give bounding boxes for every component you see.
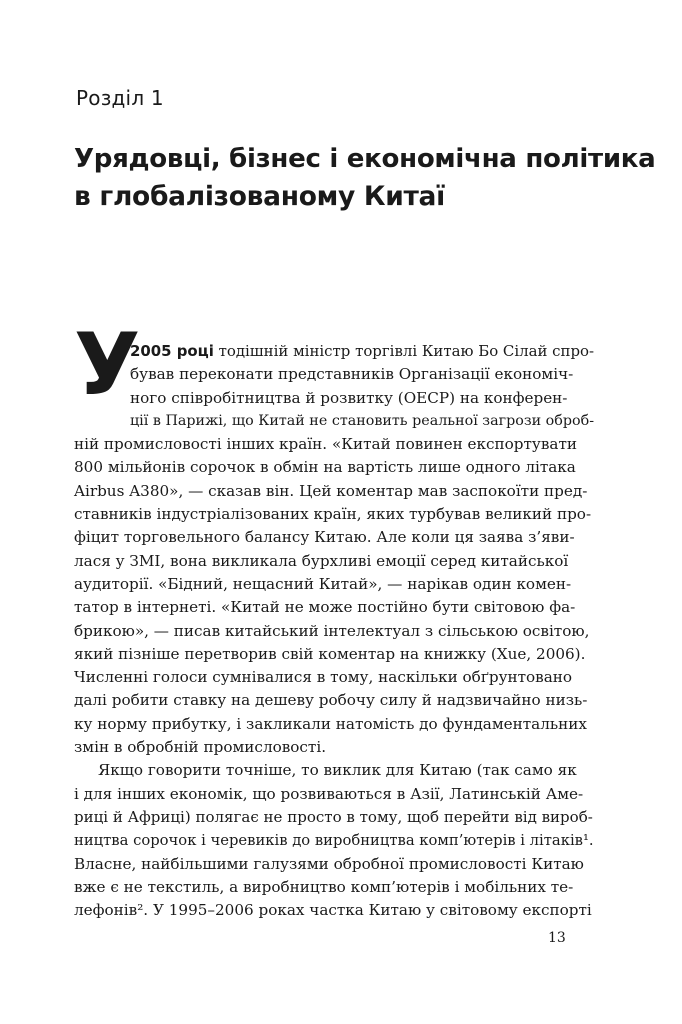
- text-line: Airbus A380», — сказав він. Цей коментар мав заспокоїти пред-: [74, 481, 588, 500]
- text-line: лефонів². У 1995–2006 роках частка Китаю у світовому експорті: [74, 901, 592, 920]
- text-line: ку норму прибутку, і закликали натомість до фундаментальних: [74, 714, 587, 733]
- page-number: 13: [548, 930, 566, 946]
- text-line: змін в обробній промисловості.: [74, 738, 327, 757]
- text-line: Численні голоси сумнівалися в тому, наскільки обґрунтовано: [74, 668, 573, 687]
- text-fragment: тодішній міністр торгівлі Китаю Бо Сілай спро-: [213, 342, 595, 360]
- text-line: вже є не текстиль, а виробництво комп’ютерів і мобільних те-: [74, 877, 574, 896]
- text-line: ставників індустріалізованих країн, яких турбував великий про-: [74, 505, 592, 524]
- chapter-title: [74, 140, 656, 216]
- chapter-title-line: Урядовці, бізнес і економічна політика: [74, 144, 656, 174]
- text-line: ній промисловості інших країн. «Китай повинен експортувати: [74, 435, 577, 454]
- text-line: далі робити ставку на дешеву робочу силу й надзвичайно низь-: [74, 691, 588, 710]
- text-line: ції в Парижі, що Китай не становить реальної загрози оброб-: [130, 412, 595, 429]
- text-line: Якщо говорити точніше, то виклик для Китаю (так само як: [98, 761, 577, 780]
- paragraph-2: [74, 759, 596, 922]
- text-line: 800 мільйонів сорочок в обмін на вартість лише одного літака: [74, 458, 576, 477]
- text-line: ного співробітництва й розвитку (OECP) на конферен-: [130, 388, 568, 407]
- text-line: який пізніше перетворив свій коментар на книжку (Xue, 2006).: [74, 644, 586, 663]
- paragraph-1: [74, 340, 596, 759]
- text-line: бував переконати представників Організації економіч-: [130, 365, 574, 384]
- text-line: риці й Африці) полягає не просто в тому, щоб перейти від вироб-: [74, 807, 593, 826]
- text-line: аудиторії. «Бідний, нещасний Китай», — нарікав один комен-: [74, 574, 572, 593]
- chapter-title-line: в глобалізованому Китаї: [74, 181, 445, 212]
- text-line: лася у ЗМІ, вона викликала бурхливі емоції серед китайської: [74, 551, 569, 570]
- text-line: ництва сорочок і черевиків до виробництва комп’ютерів і літаків¹.: [74, 832, 594, 850]
- text-line: татор в інтернеті. «Китай не може постійно бути світовою фа-: [74, 598, 576, 617]
- text-line: фіцит торговельного балансу Китаю. Але коли ця заява з’яви-: [74, 528, 575, 547]
- body-text: [74, 340, 596, 922]
- text-line: Власне, найбільшими галузями обробної промисловості Китаю: [74, 854, 584, 873]
- text-line: брикою», — писав китайський інтелектуал з сільською освітою,: [74, 621, 590, 640]
- lead-bold: 2005 році: [130, 342, 214, 360]
- chapter-label: Розділ 1: [76, 86, 164, 110]
- drop-cap: У: [74, 315, 141, 415]
- text-line: і для інших економік, що розвиваються в Азії, Латинській Аме-: [74, 784, 584, 803]
- text-line: [74, 340, 596, 363]
